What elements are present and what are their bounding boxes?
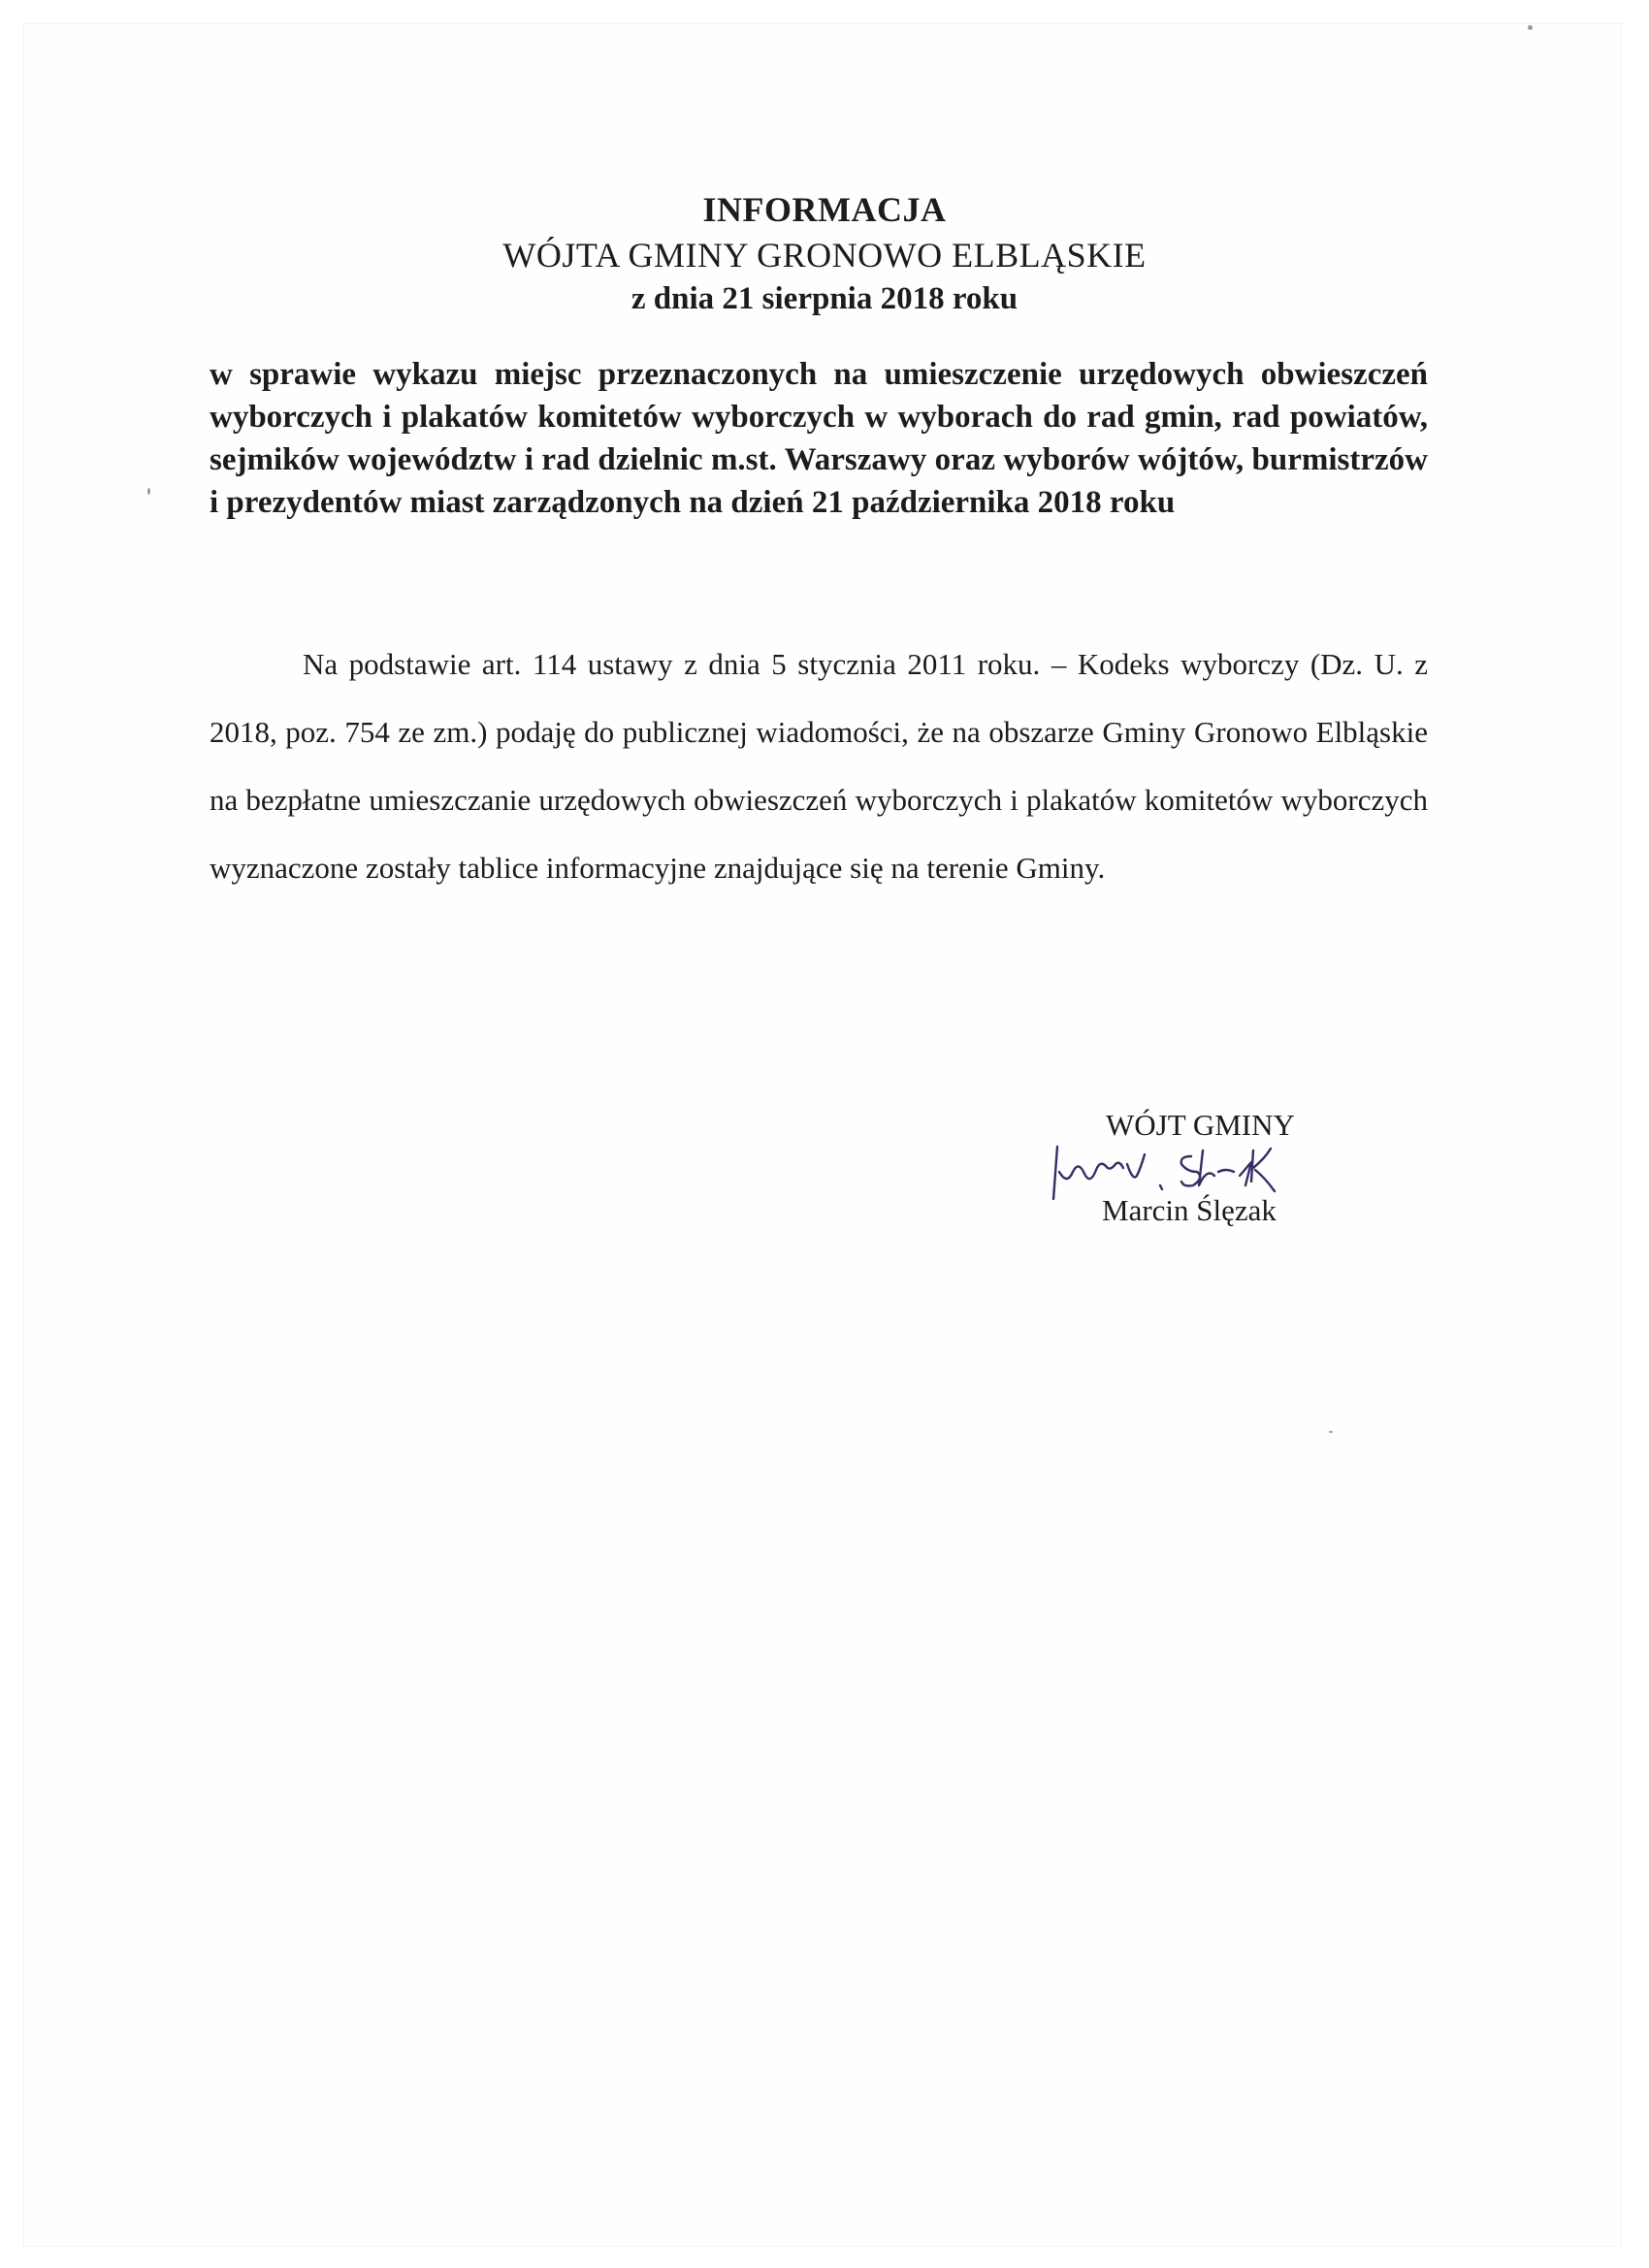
scan-speck [147,488,150,495]
document-header [0,186,1649,320]
document-subject: w sprawie wykazu miejsc przeznaczonych na umieszczenie urzędowych obwieszczeń wyborczych i plakatów komitetów wyborczych w wyborach do rad gmin, rad powiatów, sejmików województw i rad dzielnic m.st. Warszawy oraz wyborów wójtów, burmistrzów i prezydentów miast zarządzonych na dzień 21 października 2018 roku [210,357,1428,520]
signature-name: Marcin Ślęzak [1102,1193,1277,1227]
document-issuer: WÓJTA GMINY GRONOWO ELBLĄSKIE [502,236,1147,275]
signature-role: WÓJT GMINY [1106,1108,1295,1142]
scan-speck [1528,25,1533,30]
document-date: z dnia 21 sierpnia 2018 roku [630,281,1018,316]
scan-speck [1329,1431,1333,1433]
document-body: Na podstawie art. 114 ustawy z dnia 5 stycznia 2011 roku. – Kodeks wyborczy (Dz. U. z 2018, poz. 754 ze zm.) podaję do publicznej wiadomości, że na obszarze Gminy Gronowo Elbląskie na bezpłatne umieszczanie urzędowych obwieszczeń wyborczych i plakatów komitetów wyborczych wyznaczone zostały tablice informacyjne znajdujące się na terenie Gminy. [210,647,1428,885]
document-title: INFORMACJA [702,190,947,229]
